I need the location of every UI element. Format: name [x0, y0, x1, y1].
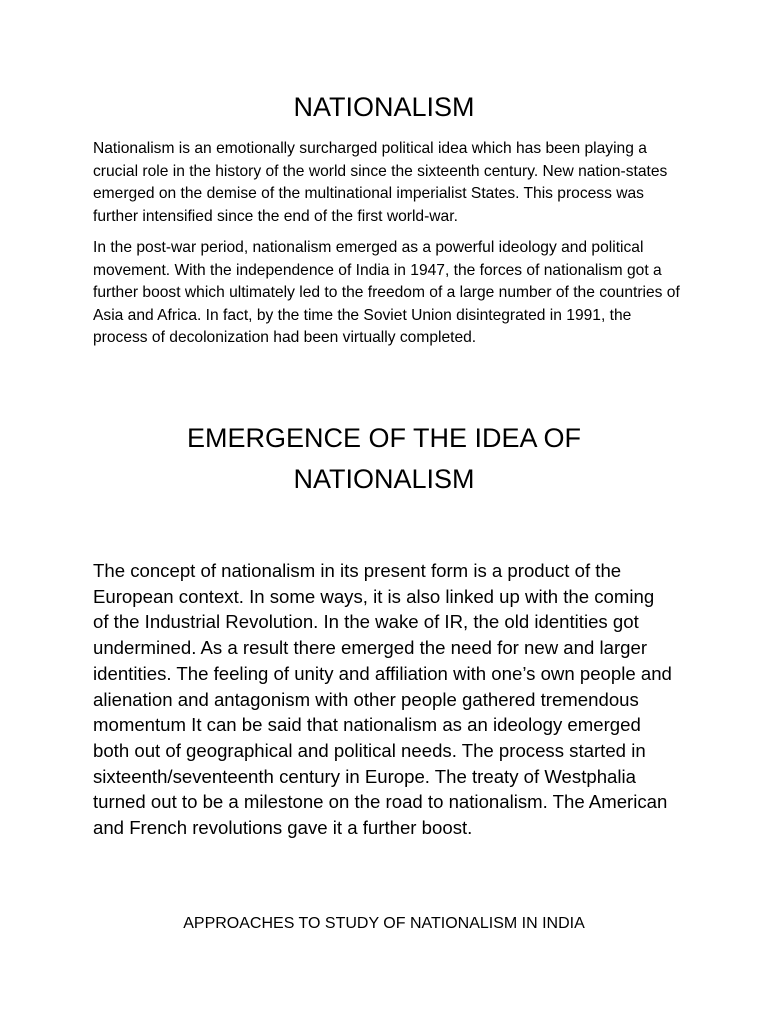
approaches-subheading: APPROACHES TO STUDY OF NATIONALISM IN INDIA — [183, 915, 585, 932]
intro-paragraph-1: Nationalism is an emotionally surcharged political idea which has been playing a crucial role in the history of the world since the sixteenth century. New nation-states emerged on the demise of the multinational imperialist States. This process was further intensified since the end of the first world-war. — [93, 140, 668, 225]
section-paragraph: The concept of nationalism in its present form is a product of the European context. In some ways, it is also linked up with the coming of the Industrial Revolution. In the wake of IR, the old identities got undermined. As a result there emerged the need for new and larger identities. The feeling of unity and affiliation with one’s own people and alienation and antagonism with other people gathered tremendous momentum It can be said that nationalism as an ideology emerged both out of geographical and political needs. The process started in sixteenth/seventeenth century in Europe. The treaty of Westphalia turned out to be a milestone on the road to nationalism. The American and French revolutions gave it a further boost. — [93, 560, 672, 839]
intro-paragraph-2: In the post-war period, nationalism emerged as a powerful ideology and political movement. With the independence of India in 1947, the forces of nationalism got a further boost which ultimately led to the freedom of a large number of the countries of Asia and Africa. In fact, by the time the Soviet Union disintegrated in 1991, the process of decolonization had been virtually completed. — [93, 239, 680, 347]
section-heading: EMERGENCE OF THE IDEA OF NATIONALISM — [186, 423, 582, 494]
document-title: NATIONALISM — [293, 92, 475, 122]
